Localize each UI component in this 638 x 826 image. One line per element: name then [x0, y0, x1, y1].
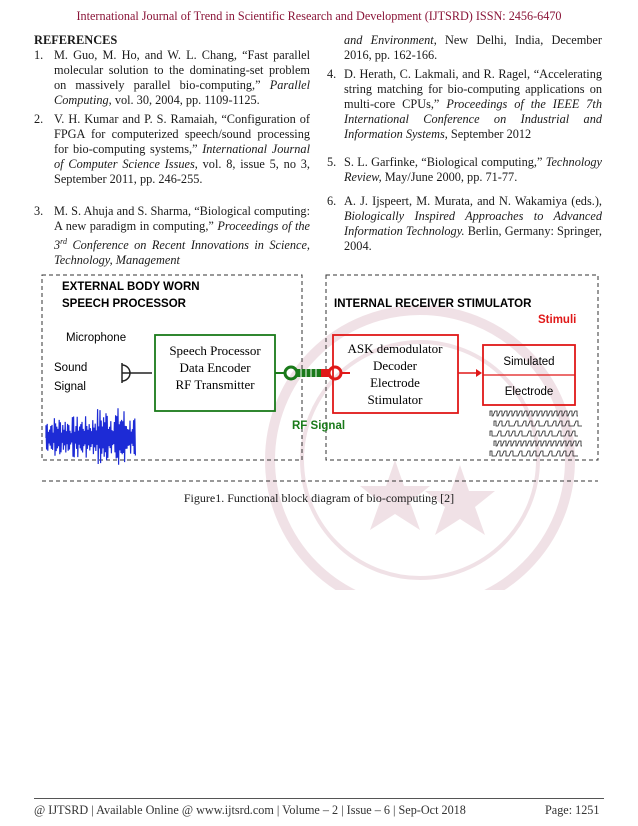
figure-caption: Figure1. Functional block diagram of bio-computing [2] — [183, 491, 455, 505]
microphone-icon — [122, 363, 152, 383]
reference-authors-title: S. L. Garfinke, “Biological computing,” — [344, 155, 543, 169]
stimulus-pulse-trains — [490, 411, 582, 456]
electrode-label: Electrode — [504, 386, 554, 398]
reference-number: 4. — [327, 67, 337, 81]
reference-text — [54, 112, 310, 187]
sound-label: Sound — [54, 362, 88, 374]
external-title-line2: SPEECH PROCESSOR — [62, 298, 186, 310]
speech-box-line1: Speech Processor — [169, 343, 261, 358]
page-number: Page: 1251 — [545, 803, 600, 817]
rf-signal-label: RF Signal — [292, 420, 346, 432]
external-title-line1: EXTERNAL BODY WORN — [62, 281, 200, 293]
internal-title: INTERNAL RECEIVER STIMULATOR — [334, 298, 532, 310]
reference-item — [327, 155, 602, 189]
reference-venue: Biologically Inspired Approaches to Advanced Information Technology. — [344, 209, 602, 239]
reference-text — [344, 194, 602, 254]
reference-venue-part1: Proceedings of the 3rd Conference on Recent Innovations in Science, Technology, Management — [54, 219, 310, 268]
reference-authors-title: M. Guo, M. Ho, and W. L. Chang, “Fast parallel molecular solution to the dominating-set problem on massively parallel bio-computing,” — [54, 48, 310, 93]
reference-details: , New Delhi, India, December 2016, pp. 162-166. — [344, 33, 602, 63]
reference-item — [34, 112, 310, 202]
footer-info: @ IJTSRD | Available Online @ www.ijtsrd.com | Volume – 2 | Issue – 6 | Sep-Oct 2018 — [34, 803, 466, 817]
journal-header: International Journal of Trend in Scientific Research and Development (IJTSRD) ISSN: 2456-6470 — [76, 9, 562, 23]
reference-text — [344, 155, 602, 185]
reference-details: , vol. 8, issue 5, no 3, September 2011, pp. 246-255. — [54, 157, 310, 187]
simulated-label: Simulated — [503, 356, 555, 368]
reference-item — [34, 204, 310, 268]
speech-box-line3: RF Transmitter — [175, 377, 255, 392]
reference-details: Berlin, Germany: Springer, 2004. — [344, 224, 602, 254]
reference-number: 3. — [34, 204, 44, 218]
reference-text — [344, 67, 602, 142]
reference-item — [327, 67, 602, 147]
reference-authors-title: V. H. Kumar and P. S. Ramaiah, “Configuration of FPGA for computerized speech/sound processing for bio-computing systems,” — [54, 112, 310, 157]
reference-number: 1. — [34, 48, 44, 62]
reference-venue: Technology Review, — [344, 155, 603, 185]
microphone-label: Microphone — [66, 332, 127, 344]
signal-label: Signal — [54, 381, 86, 393]
reference-details: , September 2012 — [444, 127, 532, 142]
sound-waveform — [46, 408, 135, 464]
reference-text — [54, 48, 310, 108]
reference-item — [327, 194, 602, 258]
rf-coil-link — [275, 367, 350, 379]
reference-continuation — [344, 33, 602, 65]
speech-box-line2: Data Encoder — [179, 360, 251, 375]
ask-box-line3: Electrode — [370, 375, 420, 390]
reference-venue: Parallel Computing — [54, 78, 310, 108]
reference-number: 6. — [327, 194, 337, 208]
ask-box-line1: ASK demodulator — [347, 341, 443, 356]
ask-box-line2: Decoder — [372, 358, 418, 373]
reference-authors-title: D. Herath, C. Lakmali, and R. Ragel, “Accelerating string matching for bio-computing applications on multi-core CPUs,” — [344, 67, 602, 112]
ask-box-line4: Stimulator — [367, 392, 423, 407]
reference-details: , vol. 30, 2004, pp. 1109-1125. — [108, 93, 260, 108]
reference-number: 5. — [327, 155, 337, 169]
reference-number: 2. — [34, 112, 44, 126]
reference-venue: Proceedings of the IEEE 7th International Conference on Industrial and Information Systems — [344, 97, 602, 142]
footer-divider — [34, 798, 604, 799]
reference-authors-title: M. S. Ahuja and S. Sharma, “Biological computing: A new paradigm in computing,” — [54, 204, 310, 234]
arrow-icon — [458, 369, 482, 377]
reference-venue: International Journal of Computer Science Issues — [54, 142, 310, 172]
reference-authors-title: A. J. Ijspeert, M. Murata, and N. Wakamiya (eds.), — [344, 194, 602, 208]
bio-computing-block-diagram — [40, 273, 600, 485]
stimuli-label: Stimuli — [538, 314, 577, 326]
references-heading: REFERENCES — [34, 33, 118, 47]
reference-details: May/June 2000, pp. 71-77. — [381, 170, 518, 185]
reference-venue-part2: and Environment — [344, 33, 434, 47]
reference-text — [54, 204, 310, 268]
